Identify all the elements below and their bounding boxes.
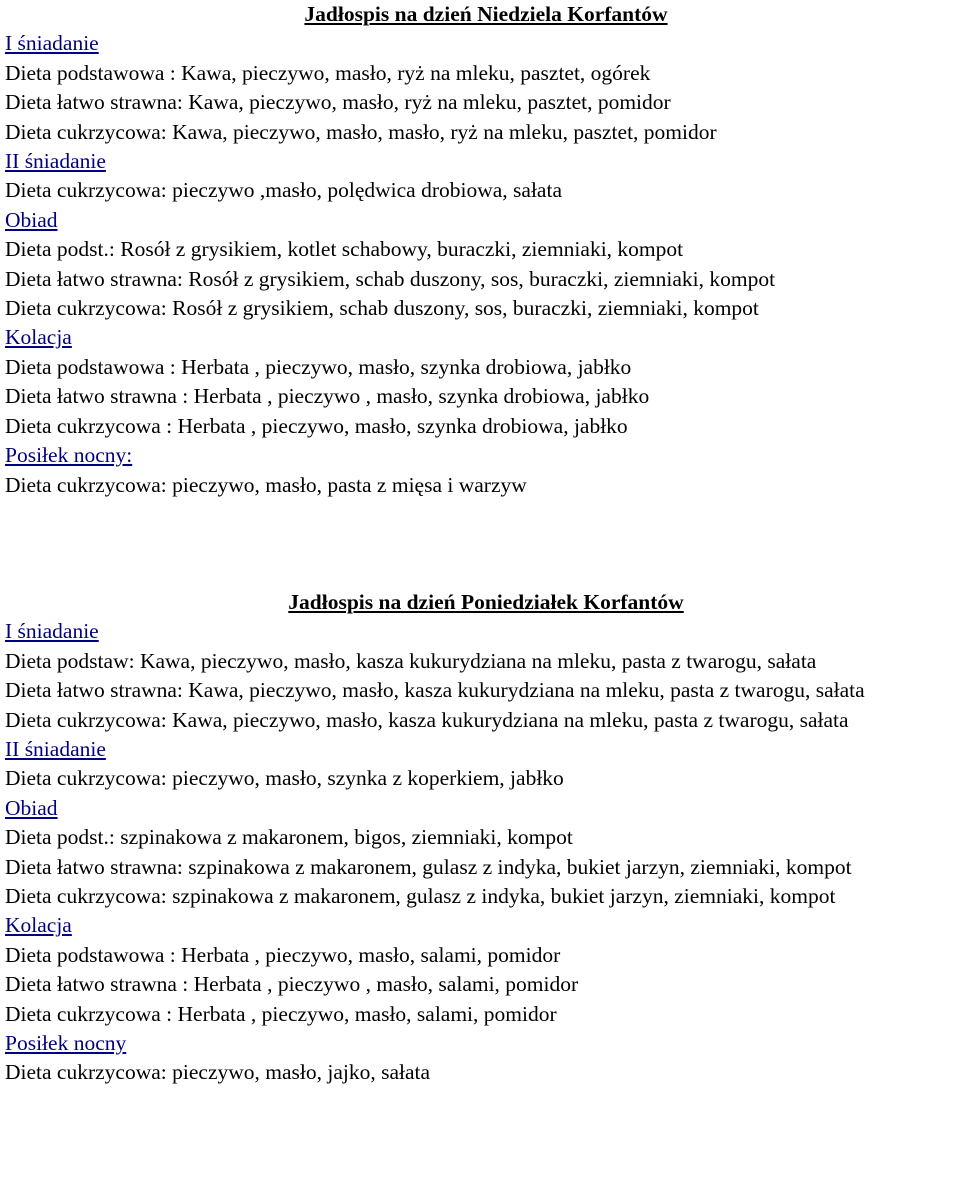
meal-dinner (5, 323, 957, 441)
meal-breakfast-1 (5, 617, 957, 735)
diet-line: Dieta cukrzycowa: Rosół z grysikiem, schab duszony, sos, buraczki, ziemniaki, kompot (5, 296, 759, 321)
meal-dinner (5, 911, 957, 1029)
meal-heading: I śniadanie (5, 31, 99, 56)
diet-line: Dieta cukrzycowa: pieczywo ,masło, polędwica drobiowa, sałata (5, 178, 562, 203)
meal-heading: Obiad (5, 795, 58, 820)
day-section-sunday (5, 0, 957, 500)
meal-night-snack (5, 441, 957, 500)
diet-line: Dieta podstawowa : Herbata , pieczywo, masło, salami, pomidor (5, 942, 561, 967)
meal-lunch (5, 206, 957, 324)
menu-document (5, 0, 957, 1088)
meal-breakfast-2 (5, 147, 957, 206)
diet-line: Dieta cukrzycowa : Herbata , pieczywo, masło, szynka drobiowa, jabłko (5, 413, 628, 438)
meal-night-snack (5, 1029, 957, 1088)
meal-breakfast-1 (5, 29, 957, 147)
meal-heading: Kolacja (5, 325, 72, 350)
diet-line: Dieta cukrzycowa: pieczywo, masło, pasta z mięsa i warzyw (5, 472, 527, 497)
diet-line: Dieta cukrzycowa: Kawa, pieczywo, masło, masło, ryż na mleku, pasztet, pomidor (5, 119, 717, 144)
day-section-monday (5, 588, 957, 1088)
diet-line: Dieta łatwo strawna: Kawa, pieczywo, masło, kasza kukurydziana na mleku, pasta z twarogu, sałata (5, 678, 865, 703)
diet-line: Dieta łatwo strawna: szpinakowa z makaronem, gulasz z indyka, bukiet jarzyn, ziemniaki, kompot (5, 854, 852, 879)
meal-breakfast-2 (5, 735, 957, 794)
diet-line: Dieta cukrzycowa: pieczywo, masło, szynka z koperkiem, jabłko (5, 766, 564, 791)
meal-heading: Posiłek nocny: (5, 443, 133, 468)
diet-line: Dieta podstawowa : Kawa, pieczywo, masło, ryż na mleku, pasztet, ogórek (5, 60, 651, 85)
diet-line: Dieta cukrzycowa : Herbata , pieczywo, masło, salami, pomidor (5, 1001, 557, 1026)
diet-line: Dieta łatwo strawna: Kawa, pieczywo, masło, ryż na mleku, pasztet, pomidor (5, 90, 671, 115)
diet-line: Dieta podstawowa : Herbata , pieczywo, masło, szynka drobiowa, jabłko (5, 354, 632, 379)
meal-heading: I śniadanie (5, 619, 99, 644)
meal-heading: II śniadanie (5, 149, 106, 174)
meal-heading: Obiad (5, 207, 58, 232)
meal-lunch (5, 794, 957, 912)
meal-heading: Posiłek nocny (5, 1031, 127, 1055)
meal-heading: Kolacja (5, 913, 72, 938)
diet-line: Dieta podst.: Rosół z grysikiem, kotlet schabowy, buraczki, ziemniaki, kompot (5, 237, 684, 262)
diet-line: Dieta cukrzycowa: szpinakowa z makaronem, gulasz z indyka, bukiet jarzyn, ziemniaki, kompot (5, 883, 836, 908)
diet-line: Dieta łatwo strawna: Rosół z grysikiem, schab duszony, sos, buraczki, ziemniaki, kompot (5, 266, 776, 291)
day-title: Jadłospis na dzień Poniedziałek Korfantów (288, 589, 684, 614)
diet-line: Dieta cukrzycowa: pieczywo, masło, jajko, sałata (5, 1060, 431, 1085)
section-spacer (5, 500, 957, 588)
diet-line: Dieta podstaw: Kawa, pieczywo, masło, kasza kukurydziana na mleku, pasta z twarogu, sałata (5, 648, 817, 673)
meal-heading: II śniadanie (5, 736, 106, 761)
diet-line: Dieta podst.: szpinakowa z makaronem, bigos, ziemniaki, kompot (5, 825, 573, 850)
diet-line: Dieta łatwo strawna : Herbata , pieczywo , masło, salami, pomidor (5, 972, 579, 997)
diet-line: Dieta łatwo strawna : Herbata , pieczywo , masło, szynka drobiowa, jabłko (5, 384, 650, 409)
diet-line: Dieta cukrzycowa: Kawa, pieczywo, masło, kasza kukurydziana na mleku, pasta z twarogu, sałata (5, 707, 849, 732)
day-title: Jadłospis na dzień Niedziela Korfantów (304, 2, 668, 26)
